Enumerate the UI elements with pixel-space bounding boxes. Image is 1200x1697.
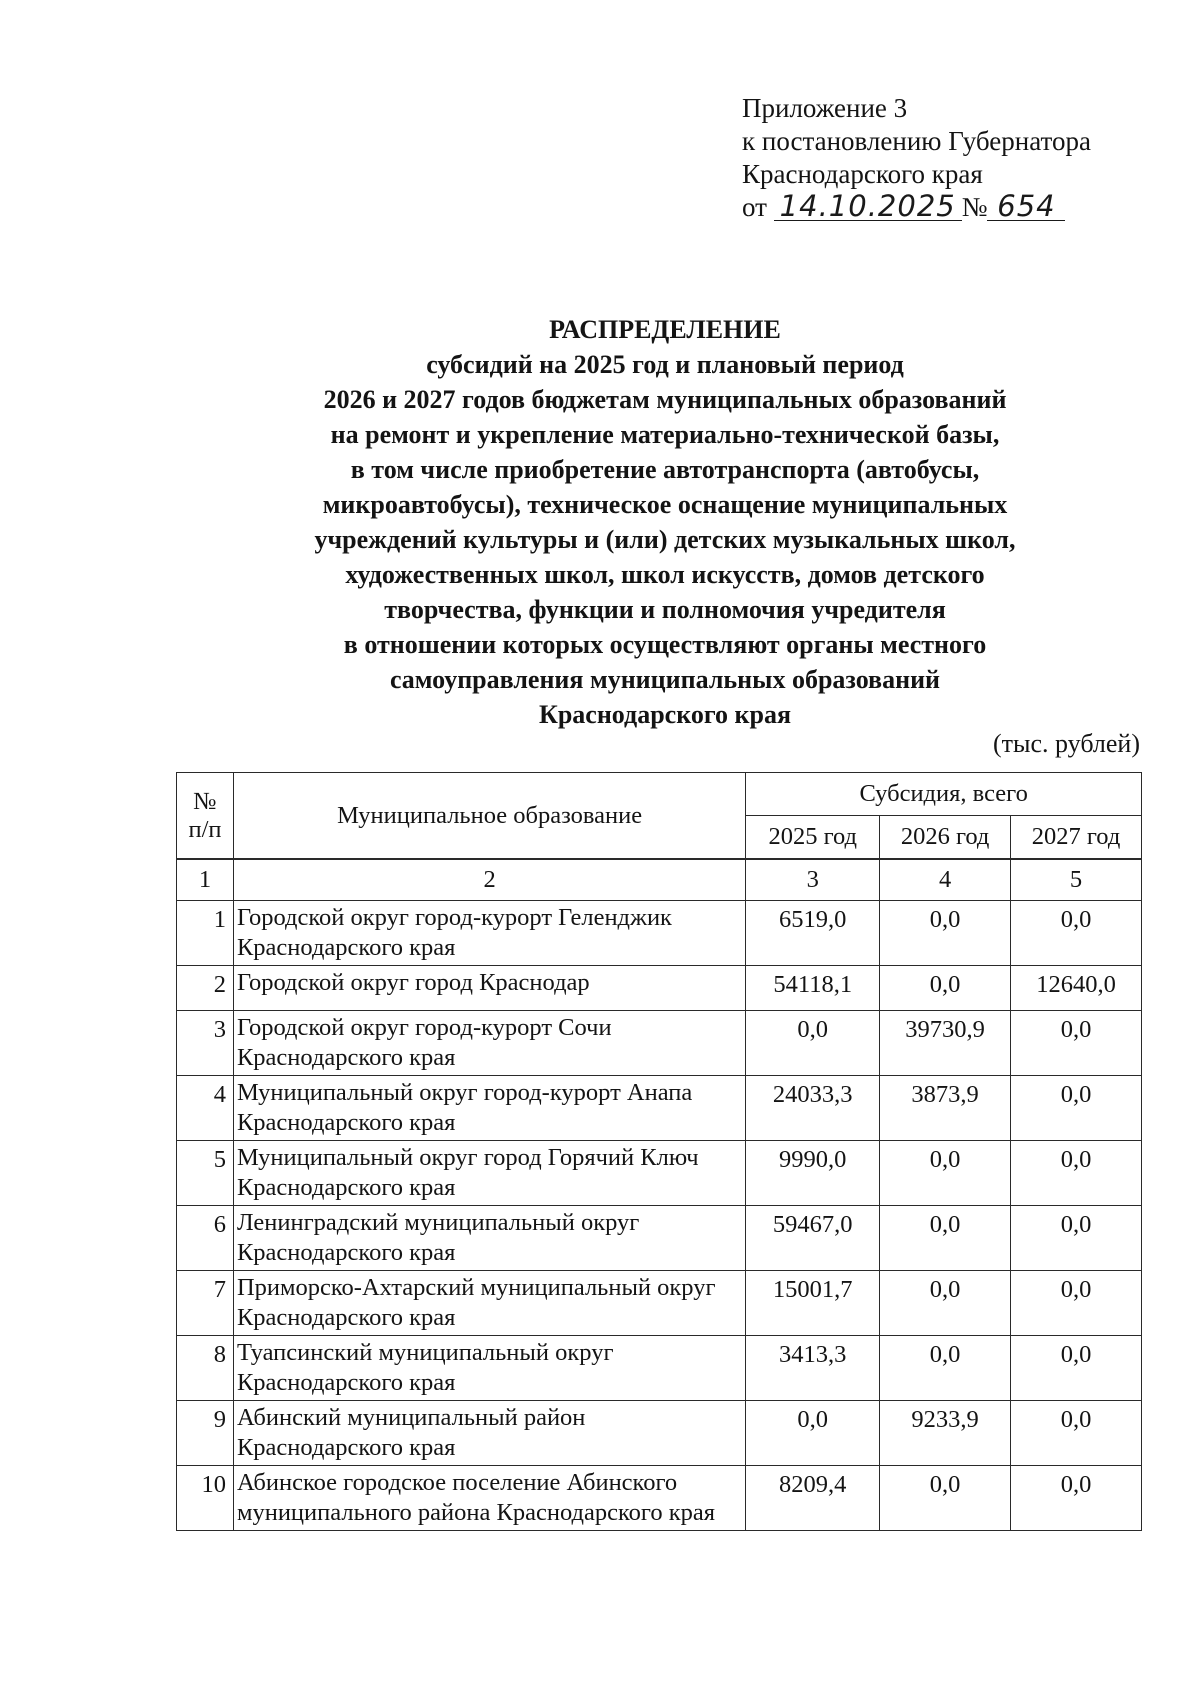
- municipality-name: [233, 1271, 745, 1336]
- units-label: (тыс. рублей): [992, 729, 1140, 758]
- value-2026: 39730,9: [880, 1011, 1011, 1076]
- title-line: субсидий на 2025 год и плановый период: [426, 350, 904, 379]
- municipality-name-line: Краснодарского края: [236, 1044, 456, 1071]
- table-row: [177, 1206, 1142, 1271]
- municipality-name-line: муниципального района Краснодарского края: [236, 1499, 716, 1526]
- municipality-name-line: Приморско-Ахтарский муниципальный округ: [236, 1274, 716, 1301]
- header-num-symbol: №: [193, 787, 217, 815]
- value-2026: 3873,9: [880, 1076, 1011, 1141]
- appendix-region: Краснодарского края: [742, 159, 983, 189]
- value-2026: 0,0: [880, 1271, 1011, 1336]
- value-2026: 0,0: [880, 966, 1011, 1011]
- title-line: на ремонт и укрепление материально-технической базы,: [330, 420, 1000, 449]
- appendix-date-line: [742, 191, 1091, 224]
- value-2025: 59467,0: [746, 1206, 880, 1271]
- municipality-name-line: Краснодарского края: [236, 1109, 456, 1136]
- title-line: микроавтобусы), техническое оснащение муниципальных: [322, 490, 1008, 519]
- title-line: Краснодарского края: [538, 700, 792, 729]
- value-2026: 0,0: [880, 1336, 1011, 1401]
- table-row: [177, 966, 1142, 1011]
- municipality-name-line: Абинское городское поселение Абинского: [236, 1469, 678, 1496]
- document-title: [120, 312, 1200, 732]
- value-2027: 0,0: [1011, 1466, 1142, 1531]
- value-2025: 0,0: [746, 1401, 880, 1466]
- row-number: 5: [177, 1141, 234, 1206]
- column-index: 1: [177, 859, 234, 901]
- value-2025: 3413,3: [746, 1336, 880, 1401]
- municipality-name-line: Краснодарского края: [236, 1304, 456, 1331]
- municipality-name: [233, 966, 745, 1011]
- value-2027: 0,0: [1011, 1011, 1142, 1076]
- value-2026: 0,0: [880, 1206, 1011, 1271]
- municipality-name-line: Краснодарского края: [236, 1434, 456, 1461]
- row-number: 1: [177, 901, 234, 966]
- title-line: в том числе приобретение автотранспорта (автобусы,: [350, 455, 980, 484]
- column-index: 3: [746, 859, 880, 901]
- table-row: [177, 1271, 1142, 1336]
- title-line: в отношении которых осуществляют органы местного: [343, 630, 987, 659]
- value-2025: 6519,0: [746, 901, 880, 966]
- row-number: 9: [177, 1401, 234, 1466]
- municipality-name-line: Ленинградский муниципальный округ: [236, 1209, 640, 1236]
- municipality-name-line: Краснодарского края: [236, 1369, 456, 1396]
- municipality-name-line: Краснодарского края: [236, 934, 456, 961]
- value-2025: 54118,1: [746, 966, 880, 1011]
- municipality-name-line: Абинский муниципальный район: [236, 1404, 586, 1431]
- municipality-name-line: Городской округ город-курорт Геленджик: [236, 904, 672, 931]
- header-municipality: Муниципальное образование: [233, 773, 745, 860]
- municipality-name-line: Краснодарского края: [236, 1239, 456, 1266]
- header-num: [177, 773, 234, 860]
- municipality-name-line: Муниципальный округ город-курорт Анапа: [236, 1079, 693, 1106]
- row-number: 6: [177, 1206, 234, 1271]
- value-2025: 24033,3: [746, 1076, 880, 1141]
- value-2027: 0,0: [1011, 1206, 1142, 1271]
- table-row: [177, 901, 1142, 966]
- column-index: 5: [1011, 859, 1142, 901]
- header-subsidy-total: Субсидия, всего: [746, 773, 1142, 816]
- value-2027: 12640,0: [1011, 966, 1142, 1011]
- table-row: [177, 1076, 1142, 1141]
- value-2025: 0,0: [746, 1011, 880, 1076]
- row-number: 2: [177, 966, 234, 1011]
- table-row: [177, 1011, 1142, 1076]
- municipality-name: [233, 1206, 745, 1271]
- value-2027: 0,0: [1011, 1336, 1142, 1401]
- title-heading: РАСПРЕДЕЛЕНИЕ: [549, 315, 781, 344]
- title-line: учреждений культуры и (или) детских музыкальных школ,: [314, 525, 1016, 554]
- value-2027: 0,0: [1011, 1271, 1142, 1336]
- municipality-name-line: Туапсинский муниципальный округ: [236, 1339, 614, 1366]
- municipality-name: [233, 1466, 745, 1531]
- column-index: 2: [233, 859, 745, 901]
- header-year-2026: 2026 год: [880, 816, 1011, 860]
- value-2025: 8209,4: [746, 1466, 880, 1531]
- value-2026: 9233,9: [880, 1401, 1011, 1466]
- handwritten-date: 14.10.2025: [774, 192, 962, 221]
- value-2026: 0,0: [880, 901, 1011, 966]
- title-line: творчества, функции и полномочия учредителя: [384, 595, 946, 624]
- row-number: 4: [177, 1076, 234, 1141]
- handwritten-number: 654: [987, 192, 1065, 221]
- row-number: 3: [177, 1011, 234, 1076]
- column-index-row: [177, 859, 1142, 901]
- number-label: №: [961, 192, 988, 222]
- municipality-name-line: Городской округ город-курорт Сочи: [236, 1014, 612, 1041]
- value-2027: 0,0: [1011, 1141, 1142, 1206]
- value-2026: 0,0: [880, 1466, 1011, 1531]
- municipality-name: [233, 1011, 745, 1076]
- row-number: 7: [177, 1271, 234, 1336]
- title-line: художественных школ, школ искусств, домов детского: [345, 560, 985, 589]
- municipality-name: [233, 1401, 745, 1466]
- row-number: 8: [177, 1336, 234, 1401]
- header-year-2025: 2025 год: [746, 816, 880, 860]
- appendix-decree-ref: к постановлению Губернатора: [742, 126, 1091, 156]
- value-2025: 15001,7: [746, 1271, 880, 1336]
- table-row: [177, 1401, 1142, 1466]
- table-row: [177, 1466, 1142, 1531]
- column-index: 4: [880, 859, 1011, 901]
- header-num-abbr: п/п: [188, 815, 222, 843]
- value-2027: 0,0: [1011, 1076, 1142, 1141]
- value-2025: 9990,0: [746, 1141, 880, 1206]
- appendix-block: [742, 92, 1091, 224]
- value-2027: 0,0: [1011, 1401, 1142, 1466]
- municipality-name: [233, 1141, 745, 1206]
- title-line: 2026 и 2027 годов бюджетам муниципальных образований: [323, 385, 1007, 414]
- value-2027: 0,0: [1011, 901, 1142, 966]
- municipality-name-line: Краснодарского края: [236, 1174, 456, 1201]
- title-line: самоуправления муниципальных образований: [389, 665, 941, 694]
- municipality-name-line: Городской округ город Краснодар: [236, 969, 590, 996]
- appendix-title: Приложение 3: [742, 93, 908, 123]
- row-number: 10: [177, 1466, 234, 1531]
- subsidy-table: [176, 772, 1142, 1531]
- municipality-name: [233, 1076, 745, 1141]
- value-2026: 0,0: [880, 1141, 1011, 1206]
- municipality-name: [233, 901, 745, 966]
- municipality-name: [233, 1336, 745, 1401]
- municipality-name-line: Муниципальный округ город Горячий Ключ: [236, 1144, 699, 1171]
- header-year-2027: 2027 год: [1011, 816, 1142, 860]
- table-row: [177, 1141, 1142, 1206]
- table-row: [177, 1336, 1142, 1401]
- from-label: от: [742, 192, 767, 222]
